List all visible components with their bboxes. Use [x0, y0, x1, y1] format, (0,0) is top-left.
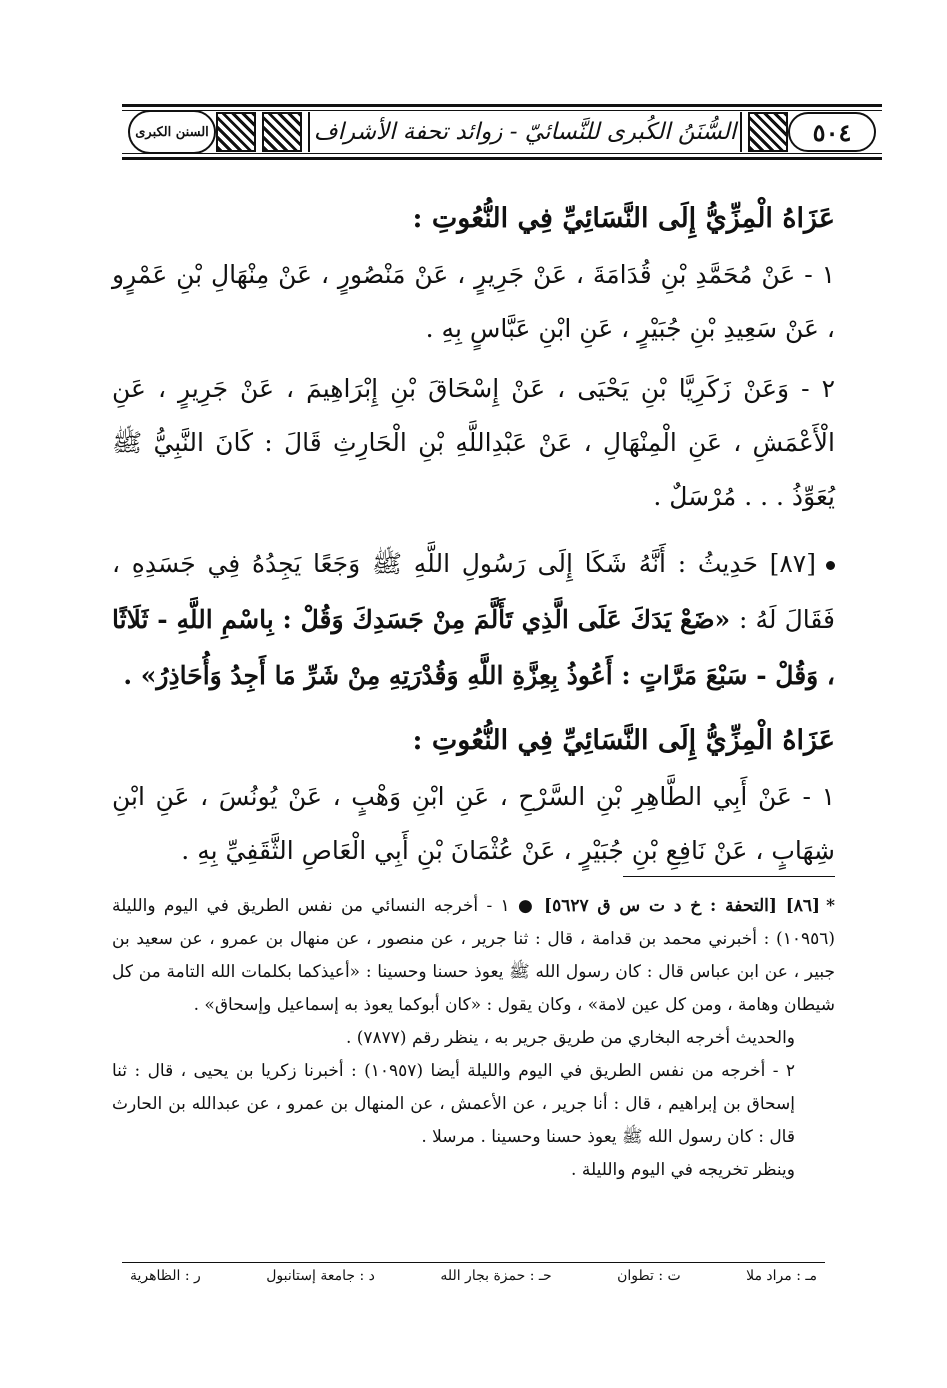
- main-text: [112, 190, 835, 878]
- footer-separator: [122, 1262, 825, 1263]
- section-heading: عَزَاهُ الْمِزِّيُّ إِلَى النَّسَائِيِّ فِي النُّعُوتِ :: [412, 725, 835, 756]
- header-ornament-left: [216, 112, 302, 152]
- siglum-d: د : جامعة إستانبول: [266, 1268, 375, 1284]
- footnote-separator: [623, 876, 835, 877]
- siglum-t: ت : تطوان: [617, 1268, 681, 1284]
- siglum-m: مـ : مراد ملا: [746, 1268, 817, 1284]
- page-number: ٥٠٤: [788, 112, 876, 152]
- chain-item: ١ - عَنْ مُحَمَّدِ بْنِ قُدَامَةَ ، عَنْ جَرِيرٍ ، عَنْ مَنْصُورٍ ، عَنْ مِنْهَالِ بْنِ عَمْرٍو ، عَنْ سَعِيدِ بْنِ جُبَيْرٍ ، عَنِ ابْنِ عَبَّاسٍ بِهِ .: [112, 260, 835, 343]
- section-heading: عَزَاهُ الْمِزِّيُّ إِلَى النَّسَائِيِّ فِي النُّعُوتِ :: [412, 203, 835, 234]
- chain-item: ١ - عَنْ أَبِي الطَّاهِرِ بْنِ السَّرْحِ ، عَنِ ابْنِ وَهْبٍ ، عَنْ يُونُسَ ، عَنِ ابْنِ شِهَابٍ ، عَنْ نَافِعِ بْنِ جُبَيْرٍ ، عَنْ عُثْمَانَ بْنِ أَبِي الْعَاصِ الثَّقَفِيِّ بِهِ .: [112, 782, 835, 865]
- bullet-icon: [826, 561, 835, 570]
- footnote-tag: [٨٦] [التحفة : خ د ت س ق ٥٦٢٧]: [544, 896, 821, 916]
- hadith-lead: [٨٧] حَدِيثُ : أَنَّهُ شَكَا إِلَى رَسُولِ اللَّهِ ﷺ وَجَعًا يَجِدُهُ فِي جَسَدِهِ ، فَقَالَ لَهُ :: [112, 549, 835, 634]
- ornament-icon: [262, 112, 302, 152]
- footnote-text: وينظر تخريجه في اليوم والليلة .: [571, 1160, 795, 1180]
- chain-item: ٢ - وَعَنْ زَكَرِيَّا بْنِ يَحْيَى ، عَنْ إِسْحَاقَ بْنِ إِبْرَاهِيمَ ، عَنْ جَرِيرٍ ، عَنِ الْأَعْمَشِ ، عَنِ الْمِنْهَالِ ، عَنْ عَبْدِاللَّهِ بْنِ الْحَارِثِ قَالَ : كَانَ النَّبِيُّ ﷺ يُعَوِّذُ . . . مُرْسَلٌ .: [112, 374, 835, 511]
- siglum-h: حـ : حمزة بجار الله: [440, 1268, 552, 1284]
- footnote-text: ● ١ - أخرجه النسائي من نفس الطريق في اليوم والليلة (١٠٩٥٦) : أخبرني محمد بن قدامة ، قال : ثنا جرير ، عن منصور ، عن منهال بن عمرو ، عن سعيد بن جبير ، عن ابن عباس قال : كان رسول الله ﷺ يعوذ حسنا وحسينا : «أعيذكما بكلمات الله التامة من كل شيطان وهامة ، ومن كل عين لامة» ، وكان يقول : «كان أبوكما يعوذ به إسماعيل وإسحاق» .: [112, 896, 835, 1015]
- footnote-86: [112, 890, 835, 1022]
- hadith-text: «ضَعْ يَدَكَ عَلَى الَّذِي تَأَلَّمَ مِنْ جَسَدِكَ وَقُلْ : بِاسْمِ اللَّهِ - ثَلَاثًا ، وَقُلْ - سَبْعَ مَرَّاتٍ : أَعُوذُ بِعِزَّةِ اللَّهِ وَقُدْرَتِهِ مِنْ شَرِّ مَا أَجِدُ وَأُحَاذِرُ» .: [112, 605, 835, 690]
- footnote-text: والحديث أخرجه البخاري من طريق جرير به ، ينظر رقم (٧٨٧٧) .: [345, 1028, 795, 1048]
- siglum-r: ر : الظاهرية: [130, 1268, 201, 1284]
- ornament-icon: [748, 112, 788, 152]
- footnote-text: ٢ - أخرجه من نفس الطريق في اليوم والليلة أيضا (١٠٩٥٧) : أخبرنا زكريا بن يحيى ، قال : ثنا إسحاق بن إبراهيم ، قال : أنا جرير ، عن الأعمش ، عن المنهال بن عمرو ، عن عبدالله بن الحارث قال : كان رسول الله ﷺ يعوذ حسنا وحسينا . مرسلا .: [112, 1061, 795, 1147]
- page-header: [122, 104, 882, 160]
- manuscript-sigla: [130, 1268, 817, 1292]
- book-logo: السنن الكبرى: [128, 110, 216, 154]
- footnotes: [112, 890, 835, 1187]
- star-icon: *: [826, 896, 835, 916]
- hadith-87: [112, 536, 835, 704]
- running-title: السُّنَنُ الكُبرى للنَّسائيّ - زوائد تحفة الأشراف: [308, 112, 742, 152]
- header-ornament-right: [748, 112, 788, 152]
- ornament-icon: [216, 112, 256, 152]
